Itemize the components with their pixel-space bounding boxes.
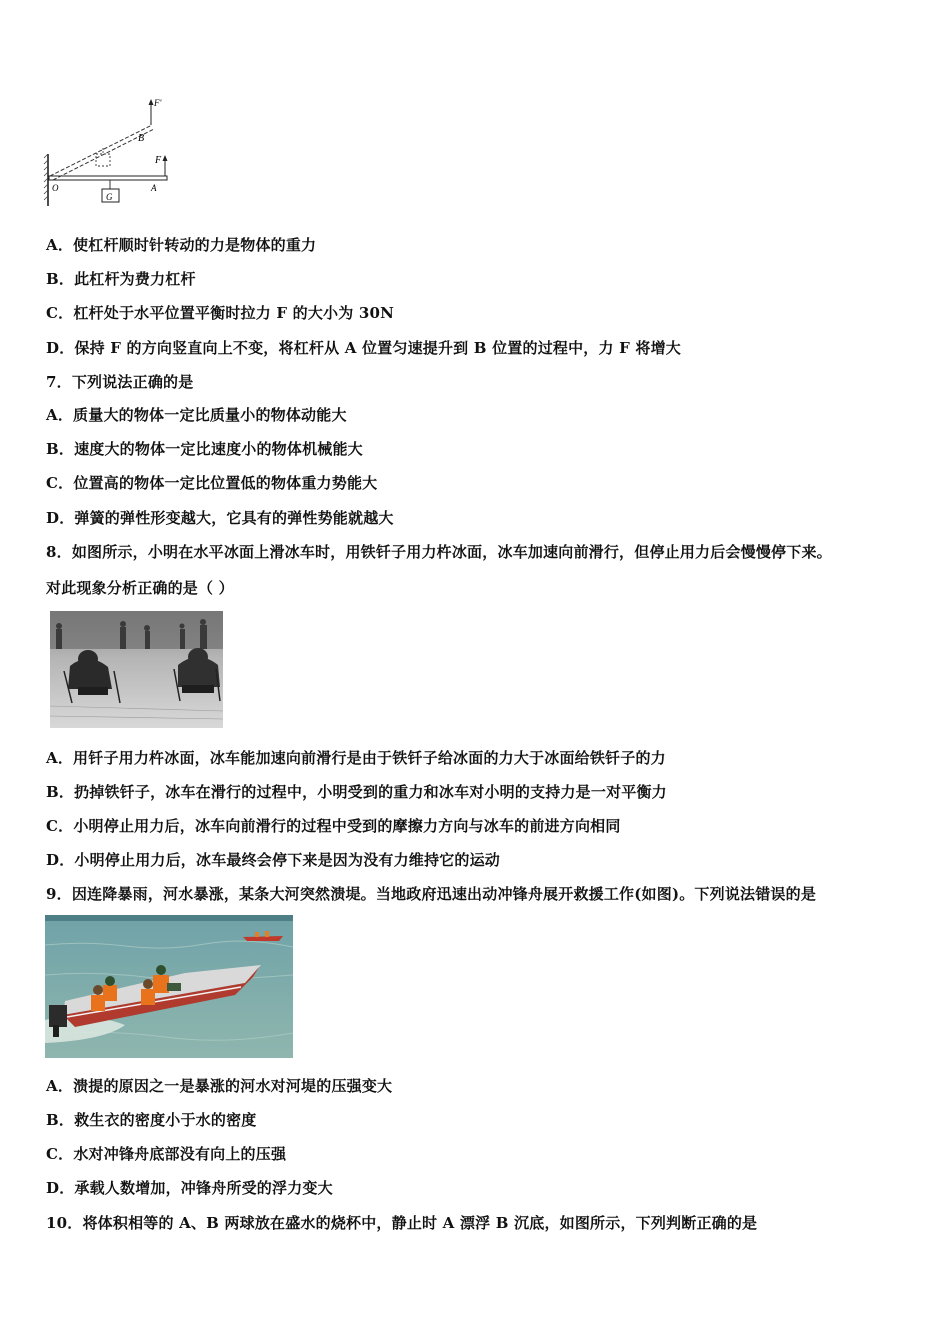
q7-stem: 7．下列说法正确的是 [46,373,194,391]
q6-option-c: C．杠杆处于水平位置平衡时拉力 F 的大小为 30N [46,304,395,322]
ice-sled-photo [50,611,223,728]
rescue-boat-photo [45,915,293,1058]
q8-option-b: B．扔掉铁钎子，冰车在滑行的过程中，小明受到的重力和冰车对小明的支持力是一对平衡力 [46,783,667,801]
q6-option-b: B．此杠杆为费力杠杆 [46,270,196,288]
q9-option-c: C．水对冲锋舟底部没有向上的压强 [46,1145,287,1163]
label-O: O [52,183,59,193]
label-B: B [138,133,145,144]
q8-option-d: D．小明停止用力后，冰车最终会停下来是因为没有力维持它的运动 [46,851,501,869]
lever-diagram [40,96,180,211]
q10-stem: 10．将体积相等的 A、B 两球放在盛水的烧杯中，静止时 A 漂浮 B 沉底，如图所示，下列判断正确的是 [46,1214,758,1232]
label-F-prime: F' [154,98,162,108]
q7-option-b: B．速度大的物体一定比速度小的物体机械能大 [46,440,363,458]
q6-option-d: D．保持 F 的方向竖直向上不变，将杠杆从 A 位置匀速提升到 B 位置的过程中，力 F 将增大 [46,339,682,357]
q7-option-d: D．弹簧的弹性形变越大，它具有的弹性势能就越大 [46,509,394,527]
q7-option-c: C．位置高的物体一定比位置低的物体重力势能大 [46,474,378,492]
label-G: G [106,192,113,202]
label-A: A [151,183,157,193]
label-F: F [155,155,162,166]
q8-option-a: A．用钎子用力杵冰面，冰车能加速向前滑行是由于铁钎子给冰面的力大于冰面给铁钎子的力 [46,749,666,767]
q6-option-a: A．使杠杆顺时针转动的力是物体的重力 [46,236,317,254]
q8-stem-line2: 对此现象分析正确的是（ ） [46,579,234,597]
q9-option-b: B．救生衣的密度小于水的密度 [46,1111,257,1129]
q9-option-a: A．溃提的原因之一是暴涨的河水对河堤的压强变大 [46,1077,393,1095]
q7-option-a: A．质量大的物体一定比质量小的物体动能大 [46,406,347,424]
q9-option-d: D．承载人数增加，冲锋舟所受的浮力变大 [46,1179,333,1197]
q9-stem: 9．因连降暴雨，河水暴涨，某条大河突然溃堤。当地政府迅速出动冲锋舟展开救援工作(如图)。下列说法错误的是 [46,885,817,903]
q8-stem-line1: 8．如图所示，小明在水平冰面上滑冰车时，用铁钎子用力杵冰面，冰车加速向前滑行，但停止用力后会慢慢停下来。 [46,543,832,561]
q8-option-c: C．小明停止用力后，冰车向前滑行的过程中受到的摩擦力方向与冰车的前进方向相同 [46,817,621,835]
